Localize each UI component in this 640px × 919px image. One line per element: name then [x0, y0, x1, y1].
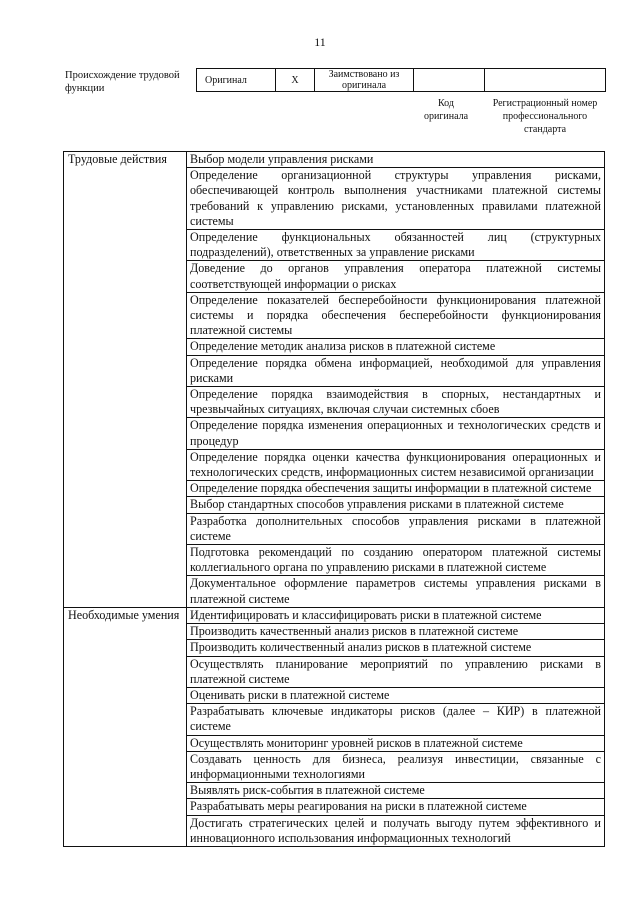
table-cell-item: Определение порядка обеспечения защиты информации в платежной системе: [187, 481, 605, 497]
table-cell-item: Доведение до органов управления оператора платежной системы соответствующей информации о рисках: [187, 261, 605, 292]
origin-label: Происхождение трудовой функции: [65, 70, 180, 94]
table-cell-item: Разработка дополнительных способов управления рисками в платежной системе: [187, 513, 605, 544]
origin-code-cell: [414, 69, 485, 92]
table-cell-item: Определение порядка оценки качества функционирования операционных и технологических средств, информационных систем независимой организации: [187, 449, 605, 480]
table-cell-item: Производить количественный анализ рисков в платежной системе: [187, 640, 605, 656]
origin-mark-cell: X: [276, 69, 315, 92]
section-title: Трудовые действия: [64, 152, 187, 608]
table-cell-item: Определение функциональных обязанностей лиц (структурных подразделений), ответственных за управление рисками: [187, 230, 605, 261]
code-caption: Код оригинала: [423, 98, 469, 122]
table-cell-item: Определение порядка обмена информацией, необходимой для управления рисками: [187, 355, 605, 386]
table-cell-item: Определение порядка взаимодействия в спорных, нестандартных и чрезвычайных ситуациях, включая случаи системных сбоев: [187, 387, 605, 418]
section-title: Необходимые умения: [64, 607, 187, 846]
table-cell-item: Осуществлять планирование мероприятий по управлению рисками в платежной системе: [187, 656, 605, 687]
origin-table: [196, 68, 606, 92]
table-cell-item: Выбор модели управления рисками: [187, 152, 605, 168]
table-cell-item: Документальное оформление параметров системы управления рисками в платежной системе: [187, 576, 605, 607]
table-row: [64, 607, 605, 623]
table-cell-item: Определение порядка изменения операционных и технологических средств и процедур: [187, 418, 605, 449]
origin-reg-number-cell: [485, 69, 606, 92]
page-number: 11: [314, 35, 326, 49]
table-cell-item: Определение организационной структуры управления рисками, обеспечивающей контроль выполнения участниками платежной системы требований к управлению рисками, установленных правилами платежной системы: [187, 168, 605, 230]
table-cell-item: Разрабатывать меры реагирования на риски в платежной системе: [187, 799, 605, 815]
table-cell-item: Идентифицировать и классифицировать риски в платежной системе: [187, 607, 605, 623]
table-row: [64, 152, 605, 168]
table-cell-item: Оценивать риски в платежной системе: [187, 687, 605, 703]
table-cell-item: Выбор стандартных способов управления рисками в платежной системе: [187, 497, 605, 513]
origin-borrowed-cell: Заимствовано из оригинала: [315, 69, 414, 92]
table-cell-item: Осуществлять мониторинг уровней рисков в платежной системе: [187, 735, 605, 751]
table-cell-item: Производить качественный анализ рисков в платежной системе: [187, 624, 605, 640]
table-cell-item: Подготовка рекомендаций по созданию оператором платежной системы коллегиального органа по управлению рисками в платежной системе: [187, 545, 605, 576]
reg-number-caption: Регистрационный номер профессионального стандарта: [492, 98, 598, 135]
table-cell-item: Определение показателей бесперебойности функционирования платежной системы и порядка обеспечения бесперебойности функционирования платежной системы: [187, 292, 605, 339]
table-cell-item: Разрабатывать ключевые индикаторы рисков (далее – КИР) в платежной системе: [187, 704, 605, 735]
table-cell-item: Определение методик анализа рисков в платежной системе: [187, 339, 605, 355]
requirements-table: [63, 151, 605, 847]
origin-original-cell: Оригинал: [197, 69, 276, 92]
table-cell-item: Выявлять риск-события в платежной системе: [187, 783, 605, 799]
table-cell-item: Достигать стратегических целей и получать выгоду путем эффективного и инновационного использования информационных технологий: [187, 815, 605, 846]
table-cell-item: Создавать ценность для бизнеса, реализуя инвестиции, связанные с информационными технологиями: [187, 751, 605, 782]
